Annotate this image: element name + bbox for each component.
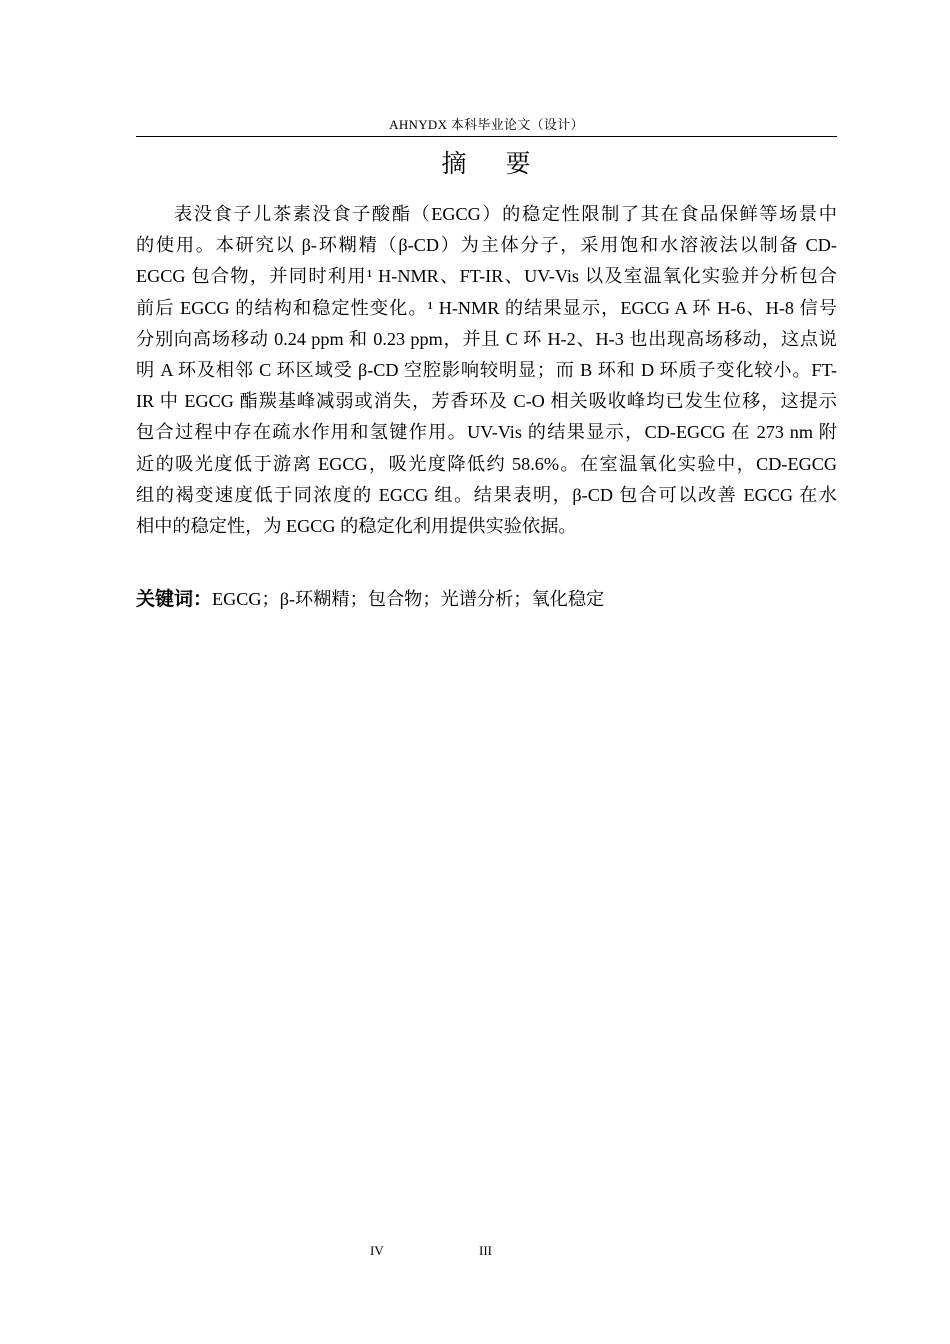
- abstract-line: IR 中 EGCG 酯羰基峰减弱或消失，芳香环及 C-O 相关吸收峰均已发生位移，这提示: [136, 391, 837, 412]
- page-number-left: IV: [370, 1243, 384, 1258]
- title-char-1: 摘: [441, 149, 468, 178]
- abstract-body: [136, 199, 837, 542]
- abstract-line: 明 A 环及相邻 C 环区域受 β-CD 空腔影响较明显；而 B 环和 D 环质子变化较小。FT-: [136, 359, 837, 380]
- keywords-label: 关键词：: [136, 588, 213, 610]
- abstract-line: 前后 EGCG 的结构和稳定性变化。¹ H-NMR 的结果显示，EGCG A 环 H-6、H-8 信号: [136, 297, 837, 318]
- page-number-right: III: [479, 1243, 492, 1258]
- abstract-line: 表没食子儿茶素没食子酸酯（EGCG）的稳定性限制了其在食品保鲜等场景中: [174, 204, 837, 224]
- keywords-block: [136, 584, 837, 614]
- title-char-2: 要: [505, 149, 532, 178]
- abstract-line: 近的吸光度低于游离 EGCG，吸光度降低约 58.6%。在室温氧化实验中，CD-EGCG: [136, 453, 837, 474]
- abstract-line: 包合过程中存在疏水作用和氢键作用。UV-Vis 的结果显示，CD-EGCG 在 273 nm 附: [136, 422, 837, 443]
- header-rule: [136, 136, 837, 137]
- abstract-line: EGCG 包合物，并同时利用¹ H-NMR、FT-IR、UV-Vis 以及室温氧化实验并分析包合: [136, 266, 837, 287]
- running-header: AHNYDX 本科毕业论文（设计）: [389, 117, 584, 132]
- abstract-title: [136, 146, 837, 182]
- keywords-text: EGCG；β-环糊精；包合物；光谱分析；氧化稳定: [212, 589, 605, 609]
- abstract-line: 的使用。本研究以 β-环糊精（β-CD）为主体分子，采用饱和水溶液法以制备 CD-: [136, 235, 837, 256]
- abstract-line: 分别向高场移动 0.24 ppm 和 0.23 ppm，并且 C 环 H-2、H-3 也出现高场移动，这点说: [136, 328, 837, 349]
- abstract-line: 组的褐变速度低于同浓度的 EGCG 组。结果表明，β-CD 包合可以改善 EGCG 在水: [136, 484, 837, 505]
- abstract-line: 相中的稳定性，为 EGCG 的稳定化利用提供实验依据。: [136, 515, 577, 536]
